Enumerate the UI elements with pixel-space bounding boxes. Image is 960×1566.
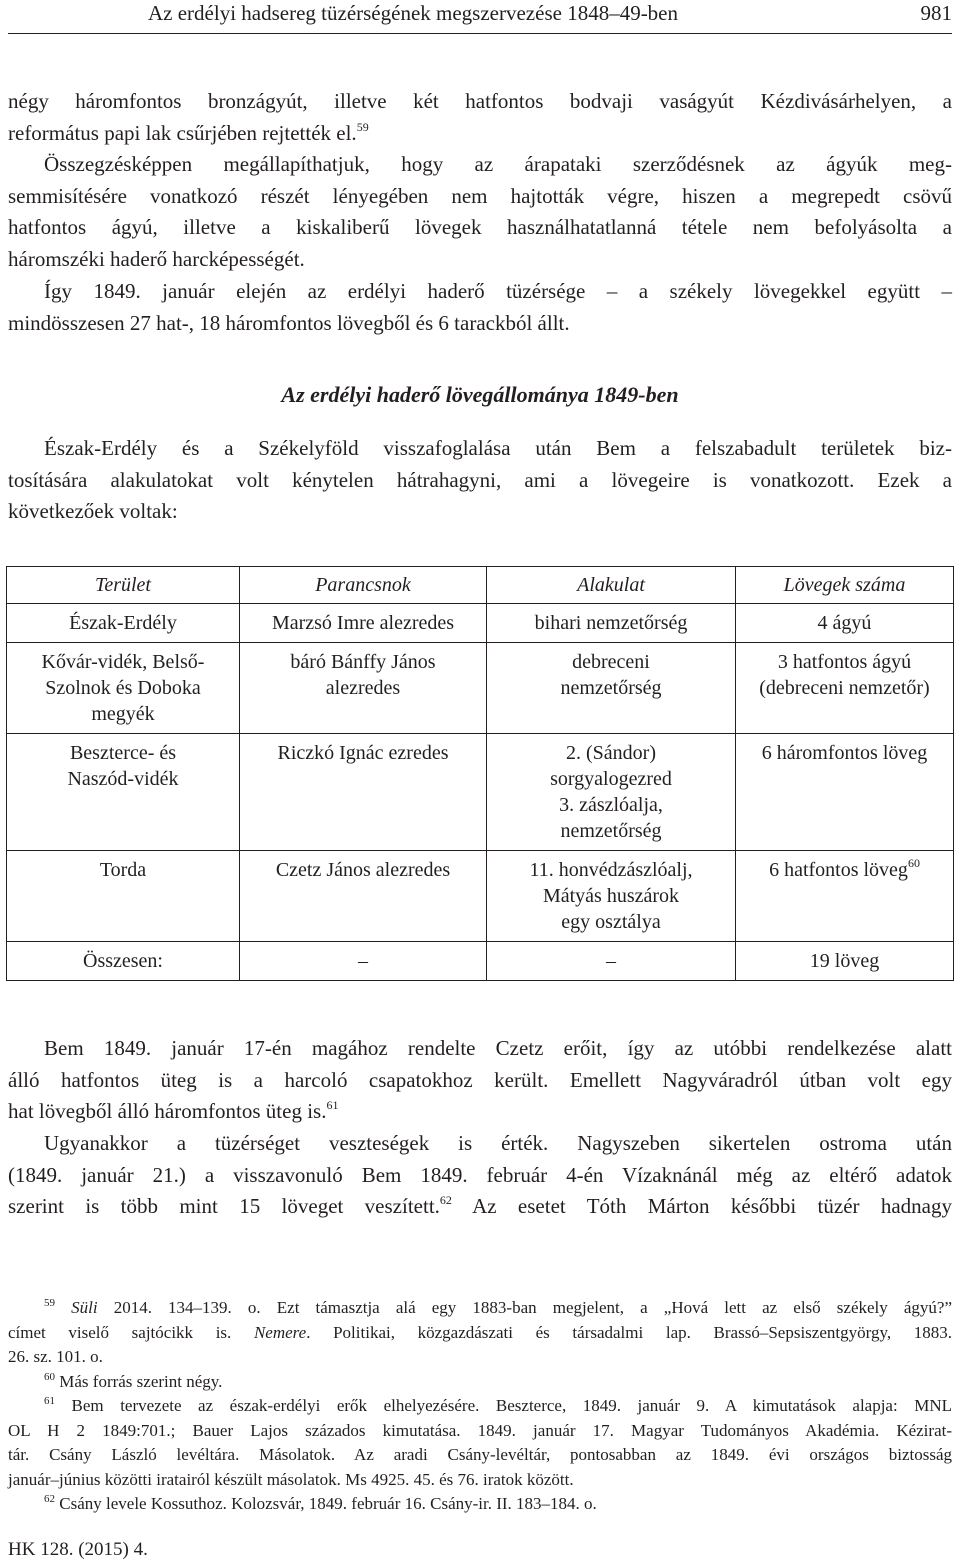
text-span: református papi lak csűrjében rejtették el. [8,120,357,145]
text-span: Csány levele Kossuthoz. Kolozsvár, 1849. február 16. Csány-ir. II. 183–184. o. [59,1494,597,1513]
table-cell: Czetz János alezredes [240,851,487,942]
footnote-61 [8,1394,952,1492]
table-cell: Marzsó Imre alezredes [240,604,487,643]
table-cell: 11. honvédzászlóalj, Mátyás huszárok egy osztálya [487,851,736,942]
cell-text: 6 hatfontos löveg [769,859,908,881]
column-header: Terület [7,567,240,604]
column-header: Alakulat [487,567,736,604]
table-row [7,851,954,942]
paragraph-5 [8,1033,952,1128]
paragraph-2 [8,149,952,275]
footnotes [8,1296,952,1517]
text-line: háromszéki haderő harcképességét. [8,246,305,271]
table-row [7,734,954,851]
footnote-ref-60[interactable]: 60 [907,856,920,870]
text-span: . Politikai, közgazdászati és társadalmi lap. Brassó–Sepsiszentgyörgy, 1883. [306,1322,952,1342]
text-line: következőek voltak: [8,499,178,524]
table-cell: báró Bánffy János alezredes [240,643,487,734]
text-line: mindösszesen 27 hat-, 18 háromfontos lövegből és 6 tarackból állt. [8,310,570,335]
text-line [8,1096,952,1128]
footnote-number: 59 [44,1297,55,1309]
text-line [8,1394,952,1419]
text-line: január–június közötti iratairól készült másolatok. Ms 4925. 45. és 76. iratok között. [8,1469,574,1489]
table-cell: 19 löveg [736,942,954,981]
table-cell: Beszterce- és Naszód-vidék [7,734,240,851]
table-cell: debreceni nemzetőrség [487,643,736,734]
text-line: négy háromfontos bronzágyút, illetve két hatfontos bodvaji vaságyút Kézdivásárhelyen, a [8,89,952,113]
text-line: hatfontos ágyú, illetve a kiskaliberű lövegek használhatatlanná tétele nem befolyásolta a [8,215,952,240]
footnote-59 [8,1296,952,1370]
text-span: címet viselő sajtócikk is. [8,1322,254,1342]
text-span: hat lövegből álló háromfontos üteg is. [8,1099,327,1124]
text-line [8,1296,952,1321]
table-header-row [7,567,954,604]
table-row [7,604,954,643]
text-line: 26. sz. 101. o. [8,1347,103,1366]
text-line: Összegzésképpen megállapíthatjuk, hogy az árapataki szerződésnek az ágyúk meg- [44,152,952,176]
text-line: Észak-Erdély és a Székelyföld visszafoglalása után Bem a felszabadult területek biz- [44,436,952,460]
periodical-title: Nemere [253,1322,307,1342]
table-total-row [7,942,954,981]
section-heading: Az erdélyi haderő lövegállománya 1849-ben [281,382,679,407]
text-line: (1849. január 21.) a visszavonuló Bem 1849. február 4-én Vízaknánál még az eltérő adatok [8,1162,952,1187]
text-line: tár. Csány László levéltára. Másolatok. Az aradi Csány-levéltár, pontosabban az 1849. évi országos biztosság [8,1445,952,1464]
footnote-number: 61 [44,1395,55,1407]
table-cell: – [240,942,487,981]
header-divider [8,33,952,34]
artillery-table [6,566,954,981]
table-cell: Észak-Erdély [7,604,240,643]
table-cell [736,851,954,942]
footnote-number: 60 [44,1370,55,1383]
text-line: Ugyanakkor a tüzérséget veszteségek is érték. Nagyszeben sikertelen ostroma után [44,1131,952,1155]
column-header: Parancsnok [240,567,487,604]
text-line [8,1370,952,1395]
page-number: 981 [920,1,952,25]
footnote-ref-61[interactable]: 61 [326,1098,339,1113]
table-cell: 3 hatfontos ágyú (debreceni nemzetőr) [736,643,954,734]
footnote-62 [8,1492,952,1517]
text-line [8,118,952,150]
table-cell: bihari nemzetőrség [487,604,736,643]
text-line [8,1321,952,1346]
text-span: Az esetet Tóth Márton későbbi tüzér hadnagy [451,1194,952,1219]
paragraph-3 [8,276,952,339]
table-cell: 6 háromfontos löveg [736,734,954,851]
text-span: Más forrás szerint négy. [59,1371,223,1391]
footnote-60 [8,1370,952,1395]
table-cell: 2. (Sándor) sorgyalogezred 3. zászlóalja, nemzetőrség [487,734,736,851]
text-line: OL H 2 1849:701.; Bauer Lajos százados kimutatása. 1849. január 17. Magyar Tudományos Akadémia. Kézirat- [8,1420,952,1440]
table-cell: Torda [7,851,240,942]
table-cell: Kővár-vidék, Belső- Szolnok és Doboka megyék [7,643,240,734]
text-line: Bem 1849. január 17-én magához rendelte Czetz erőit, így az utóbbi rendelkezése alatt [44,1036,952,1060]
paragraph-6 [8,1128,952,1223]
table-cell: 4 ágyú [736,604,954,643]
text-line: álló hatfontos üteg is a harcoló csapatokhoz került. Emellett Nagyváradról útban volt egy [8,1067,952,1092]
text-line: semmisítésére vonatkozó részét lényegében nem hajtották végre, hiszen a megrepedt csövű [8,183,952,208]
text-span: 2014. 134–139. o. Ezt támasztja alá egy 1883-ban megjelent, a „Hová lett az első székely ágyú?” [97,1298,953,1317]
running-head [148,0,952,30]
text-line: tosítására alakulatokat volt kénytelen hátrahagyni, ami a lövegeire is vonatkozott. Ezek a [8,467,952,492]
table-cell: – [487,942,736,981]
table-row [7,643,954,734]
table-cell: Összesen: [7,942,240,981]
footnote-number: 62 [44,1493,55,1505]
running-title: Az erdélyi hadsereg tüzérségének megszervezése 1848–49-ben [148,1,679,25]
text-span: szerint is több mint 15 löveget veszített. [8,1194,440,1219]
paragraph-1 [8,86,952,149]
footnote-ref-59[interactable]: 59 [356,119,369,134]
text-line: Így 1849. január elején az erdélyi haderő tüzérsége – a székely lövegekkel együtt – [44,279,952,303]
text-line [8,1492,952,1517]
table-cell: Riczkó Ignác ezredes [240,734,487,851]
text-line [8,1191,952,1223]
author-name: Süli [71,1298,98,1317]
journal-footer: HK 128. (2015) 4. [8,1539,148,1560]
paragraph-4 [8,433,952,528]
column-header: Lövegek száma [736,567,954,604]
footnote-ref-62[interactable]: 62 [439,1193,452,1208]
text-span: Bem tervezete az észak-erdélyi erők elhelyezésére. Beszterce, 1849. január 9. A kimutatások alapja: MNL [71,1396,953,1415]
